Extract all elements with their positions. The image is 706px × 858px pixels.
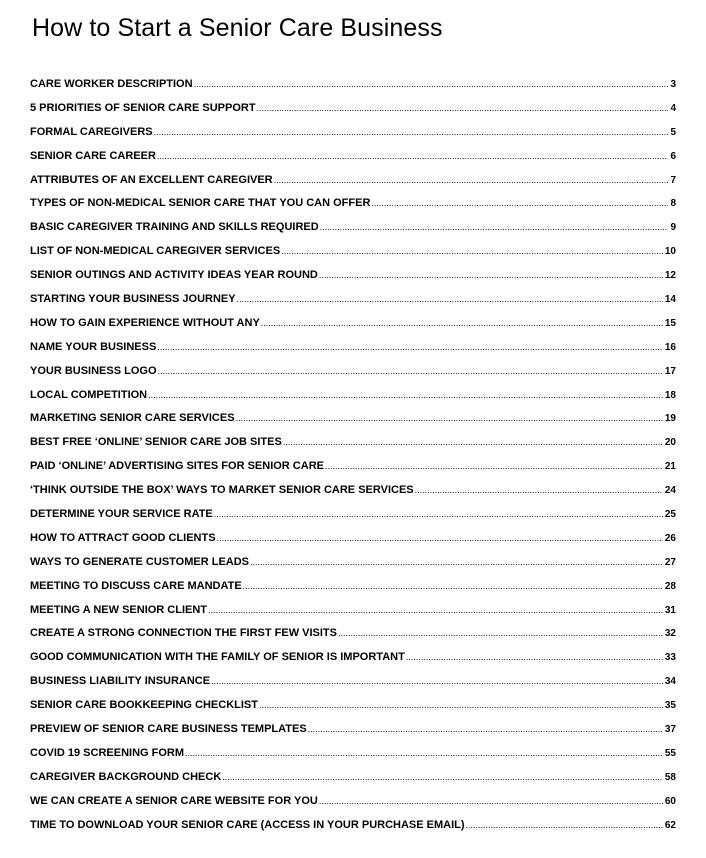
toc-dot-leader xyxy=(211,676,663,686)
toc-entry-label: COVID 19 SCREENING FORM xyxy=(30,746,185,759)
toc-entry[interactable] xyxy=(30,436,676,460)
toc-entry-page-number: 12 xyxy=(664,270,676,282)
toc-entry-page-number: 18 xyxy=(664,389,676,401)
toc-entry[interactable] xyxy=(30,269,676,293)
toc-entry-page-number: 17 xyxy=(664,365,676,377)
toc-dot-leader xyxy=(217,533,663,543)
toc-dot-leader xyxy=(466,820,663,830)
toc-entry[interactable] xyxy=(30,627,676,651)
toc-entry[interactable] xyxy=(30,771,676,795)
toc-entry-label: TYPES OF NON-MEDICAL SENIOR CARE THAT YOU CAN OFFER xyxy=(30,197,371,210)
toc-entry[interactable] xyxy=(30,78,676,102)
toc-entry-label: 5 PRIORITIES OF SENIOR CARE SUPPORT xyxy=(30,101,256,114)
toc-entry[interactable] xyxy=(30,221,676,245)
toc-dot-leader xyxy=(250,557,663,567)
toc-dot-leader xyxy=(243,581,663,591)
toc-entry[interactable] xyxy=(30,317,676,341)
toc-dot-leader xyxy=(214,509,663,519)
toc-dot-leader xyxy=(222,772,663,782)
toc-dot-leader xyxy=(319,796,663,806)
toc-entry-label: BASIC CAREGIVER TRAINING AND SKILLS REQUIRED xyxy=(30,221,319,234)
toc-entry-page-number: 28 xyxy=(664,580,676,592)
toc-dot-leader xyxy=(415,485,663,495)
toc-dot-leader xyxy=(281,246,663,256)
toc-dot-leader xyxy=(371,198,668,208)
toc-entry[interactable] xyxy=(30,604,676,628)
toc-entry-label: MEETING TO DISCUSS CARE MANDATE xyxy=(30,579,242,592)
toc-dot-leader xyxy=(325,461,663,471)
toc-entry-label: HOW TO GAIN EXPERIENCE WITHOUT ANY xyxy=(30,316,260,329)
toc-entry[interactable] xyxy=(30,245,676,269)
toc-entry-page-number: 16 xyxy=(664,341,676,353)
toc-entry-page-number: 20 xyxy=(664,437,676,449)
toc-entry-page-number: 10 xyxy=(664,246,676,258)
toc-entry-page-number: 32 xyxy=(664,628,676,640)
toc-entry-page-number: 37 xyxy=(664,724,676,736)
toc-entry-label: DETERMINE YOUR SERVICE RATE xyxy=(30,508,213,521)
toc-dot-leader xyxy=(237,294,663,304)
toc-entry[interactable] xyxy=(30,484,676,508)
toc-entry[interactable] xyxy=(30,126,676,150)
toc-entry[interactable] xyxy=(30,412,676,436)
toc-entry-page-number: 60 xyxy=(664,795,676,807)
toc-entry-label: FORMAL CAREGIVERS xyxy=(30,125,153,138)
toc-entry-label: CAREGIVER BACKGROUND CHECK xyxy=(30,770,222,783)
toc-dot-leader xyxy=(157,342,663,352)
toc-entry[interactable] xyxy=(30,197,676,221)
toc-dot-leader xyxy=(338,628,663,638)
toc-entry[interactable] xyxy=(30,508,676,532)
toc-entry[interactable] xyxy=(30,675,676,699)
toc-entry[interactable] xyxy=(30,102,676,126)
toc-dot-leader xyxy=(406,652,663,662)
toc-entry-label: MEETING A NEW SENIOR CLIENT xyxy=(30,603,208,616)
toc-entry[interactable] xyxy=(30,460,676,484)
toc-entry[interactable] xyxy=(30,795,676,819)
toc-dot-leader xyxy=(148,390,663,400)
toc-entry[interactable] xyxy=(30,747,676,771)
toc-entry-label: PAID ‘ONLINE’ ADVERTISING SITES FOR SENIOR CARE xyxy=(30,460,324,473)
toc-entry-page-number: 5 xyxy=(670,126,676,138)
toc-entry-page-number: 27 xyxy=(664,556,676,568)
toc-entry-label: SENIOR OUTINGS AND ACTIVITY IDEAS YEAR ROUND xyxy=(30,269,318,282)
toc-entry-label: CREATE A STRONG CONNECTION THE FIRST FEW VISITS xyxy=(30,627,337,640)
toc-entry[interactable] xyxy=(30,150,676,174)
toc-entry-label: BUSINESS LIABILITY INSURANCE xyxy=(30,675,211,688)
toc-entry-page-number: 55 xyxy=(664,747,676,759)
toc-dot-leader xyxy=(257,103,669,113)
toc-entry-page-number: 7 xyxy=(670,174,676,186)
toc-dot-leader xyxy=(259,700,663,710)
toc-entry-label: CARE WORKER DESCRIPTION xyxy=(30,78,193,90)
toc-entry-page-number: 14 xyxy=(664,294,676,306)
toc-dot-leader xyxy=(308,724,663,734)
toc-entry-label: SENIOR CARE CAREER xyxy=(30,149,156,162)
toc-dot-leader xyxy=(158,366,663,376)
toc-entry-label: NAME YOUR BUSINESS xyxy=(30,340,157,353)
toc-entry[interactable] xyxy=(30,651,676,675)
table-of-contents xyxy=(30,78,676,843)
toc-entry-label: SENIOR CARE BOOKKEEPING CHECKLIST xyxy=(30,699,258,712)
toc-entry-label: WAYS TO GENERATE CUSTOMER LEADS xyxy=(30,555,250,568)
toc-dot-leader xyxy=(157,151,669,161)
toc-entry-label: LIST OF NON-MEDICAL CAREGIVER SERVICES xyxy=(30,245,281,258)
toc-entry-page-number: 33 xyxy=(664,652,676,664)
toc-entry[interactable] xyxy=(30,819,676,843)
toc-dot-leader xyxy=(283,437,663,447)
toc-dot-leader xyxy=(319,270,663,280)
toc-entry-label: YOUR BUSINESS LOGO xyxy=(30,364,157,377)
toc-dot-leader xyxy=(194,79,669,89)
toc-entry-label: GOOD COMMUNICATION WITH THE FAMILY OF SENIOR IS IMPORTANT xyxy=(30,651,405,664)
toc-entry[interactable] xyxy=(30,699,676,723)
toc-entry-page-number: 62 xyxy=(664,819,676,831)
toc-entry-page-number: 4 xyxy=(670,102,676,114)
toc-entry-label: MARKETING SENIOR CARE SERVICES xyxy=(30,412,235,425)
toc-entry-label: STARTING YOUR BUSINESS JOURNEY xyxy=(30,293,236,306)
toc-entry-label: ‘THINK OUTSIDE THE BOX’ WAYS TO MARKET SENIOR CARE SERVICES xyxy=(30,484,414,497)
toc-entry-label: PREVIEW OF SENIOR CARE BUSINESS TEMPLATES xyxy=(30,723,307,736)
toc-entry-page-number: 58 xyxy=(664,771,676,783)
toc-entry-label: WE CAN CREATE A SENIOR CARE WEBSITE FOR YOU xyxy=(30,794,318,807)
toc-dot-leader xyxy=(320,222,669,232)
toc-entry-label: LOCAL COMPETITION xyxy=(30,388,148,401)
toc-entry[interactable] xyxy=(30,341,676,365)
toc-entry-page-number: 8 xyxy=(670,198,676,210)
toc-entry[interactable] xyxy=(30,174,676,198)
toc-dot-leader xyxy=(208,605,663,615)
toc-entry[interactable] xyxy=(30,389,676,413)
toc-entry-page-number: 24 xyxy=(664,485,676,497)
toc-entry-page-number: 26 xyxy=(664,532,676,544)
toc-entry-page-number: 9 xyxy=(670,222,676,234)
toc-entry-page-number: 34 xyxy=(664,676,676,688)
toc-entry[interactable] xyxy=(30,532,676,556)
toc-dot-leader xyxy=(261,318,663,328)
toc-entry[interactable] xyxy=(30,723,676,747)
toc-entry[interactable] xyxy=(30,556,676,580)
toc-entry-page-number: 19 xyxy=(664,413,676,425)
toc-entry-page-number: 6 xyxy=(670,150,676,162)
toc-dot-leader xyxy=(236,413,663,423)
toc-entry-label: TIME TO DOWNLOAD YOUR SENIOR CARE (ACCESS IN YOUR PURCHASE EMAIL) xyxy=(30,818,465,831)
toc-entry[interactable] xyxy=(30,293,676,317)
toc-entry-page-number: 21 xyxy=(664,461,676,473)
toc-entry[interactable] xyxy=(30,580,676,604)
toc-dot-leader xyxy=(154,127,669,137)
toc-entry[interactable] xyxy=(30,365,676,389)
toc-entry-label: BEST FREE ‘ONLINE’ SENIOR CARE JOB SITES xyxy=(30,436,282,449)
toc-dot-leader xyxy=(274,175,669,185)
toc-entry-label: ATTRIBUTES OF AN EXCELLENT CAREGIVER xyxy=(30,173,273,186)
toc-entry-label: HOW TO ATTRACT GOOD CLIENTS xyxy=(30,531,216,544)
toc-entry-page-number: 25 xyxy=(664,509,676,521)
document-title: How to Start a Senior Care Business xyxy=(32,14,443,42)
toc-entry-page-number: 35 xyxy=(664,700,676,712)
toc-entry-page-number: 15 xyxy=(664,317,676,329)
toc-entry-page-number: 3 xyxy=(670,79,676,90)
toc-dot-leader xyxy=(185,748,663,758)
toc-entry-page-number: 31 xyxy=(664,604,676,616)
